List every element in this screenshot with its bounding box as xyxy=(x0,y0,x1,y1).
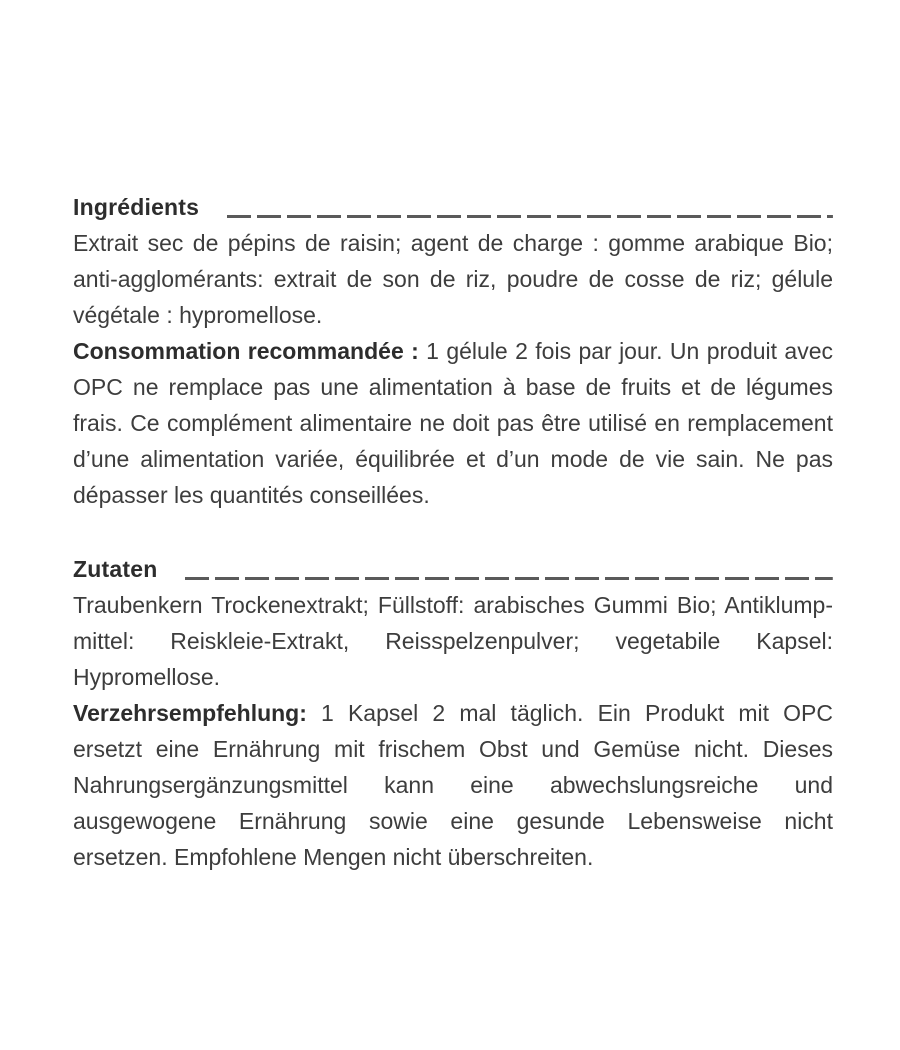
section-heading-row xyxy=(73,189,833,225)
text-line xyxy=(73,477,833,513)
text-line xyxy=(73,441,833,477)
heading-underscore-rule xyxy=(185,577,833,580)
line-text: Nahrungsergänzungsmittel kann eine abwechslungsreiche und xyxy=(73,772,833,798)
text-line xyxy=(73,369,833,405)
line-text: anti-agglomérants: extrait de son de riz, poudre de cosse de riz; gélule xyxy=(73,266,833,292)
text-line xyxy=(73,839,833,875)
bold-lead: Consommation recommandée : xyxy=(73,338,419,364)
paragraph xyxy=(73,695,833,875)
text-line xyxy=(73,659,833,695)
line-text: ausgewogene Ernährung sowie eine gesunde Lebensweise nicht xyxy=(73,808,833,834)
line-text: frais. Ce complément alimentaire ne doit pas être utilisé en remplacement xyxy=(73,410,833,436)
section-heading: Ingrédients xyxy=(73,194,200,220)
text-line xyxy=(73,731,833,767)
line-text: OPC ne remplace pas une alimentation à base de fruits et de légumes xyxy=(73,374,833,400)
section-heading-row xyxy=(73,551,833,587)
text-line xyxy=(73,405,833,441)
text-line xyxy=(73,333,833,369)
heading-underscore-rule xyxy=(227,215,833,218)
text-line xyxy=(73,623,833,659)
text-line xyxy=(73,695,833,731)
section-heading: Zutaten xyxy=(73,556,158,582)
line-text: d’une alimentation variée, équilibrée et d’un mode de vie sain. Ne pas xyxy=(73,446,833,472)
line-text: Traubenkern Trockenextrakt; Füllstoff: arabisches Gummi Bio; Antiklump- xyxy=(73,592,833,618)
line-text: mittel: Reiskleie-Extrakt, Reisspelzenpulver; vegetabile Kapsel: xyxy=(73,628,833,654)
line-text: dépasser les quantités conseillées. xyxy=(73,482,430,508)
text-line xyxy=(73,297,833,333)
text-line xyxy=(73,587,833,623)
text-line xyxy=(73,767,833,803)
paragraph xyxy=(73,225,833,333)
section-zutaten-de xyxy=(73,551,833,875)
line-text: 1 gélule 2 fois par jour. Un produit avec xyxy=(418,338,833,364)
bold-lead: Verzehrsempfehlung: xyxy=(73,700,307,726)
text-line xyxy=(73,803,833,839)
text-line xyxy=(73,225,833,261)
line-text: 1 Kapsel 2 mal täglich. Ein Produkt mit OPC xyxy=(306,700,833,726)
section-ingredients-fr xyxy=(73,189,833,513)
label-panel xyxy=(73,189,833,875)
paragraph xyxy=(73,333,833,513)
line-text: Hypromellose. xyxy=(73,664,220,690)
line-text: végétale : hypromellose. xyxy=(73,302,323,328)
text-line xyxy=(73,261,833,297)
line-text: ersetzt eine Ernährung mit frischem Obst und Gemüse nicht. Dieses xyxy=(73,736,833,762)
paragraph xyxy=(73,587,833,695)
line-text: Extrait sec de pépins de raisin; agent de charge : gomme arabique Bio; xyxy=(73,230,833,256)
line-text: ersetzen. Empfohlene Mengen nicht überschreiten. xyxy=(73,844,594,870)
